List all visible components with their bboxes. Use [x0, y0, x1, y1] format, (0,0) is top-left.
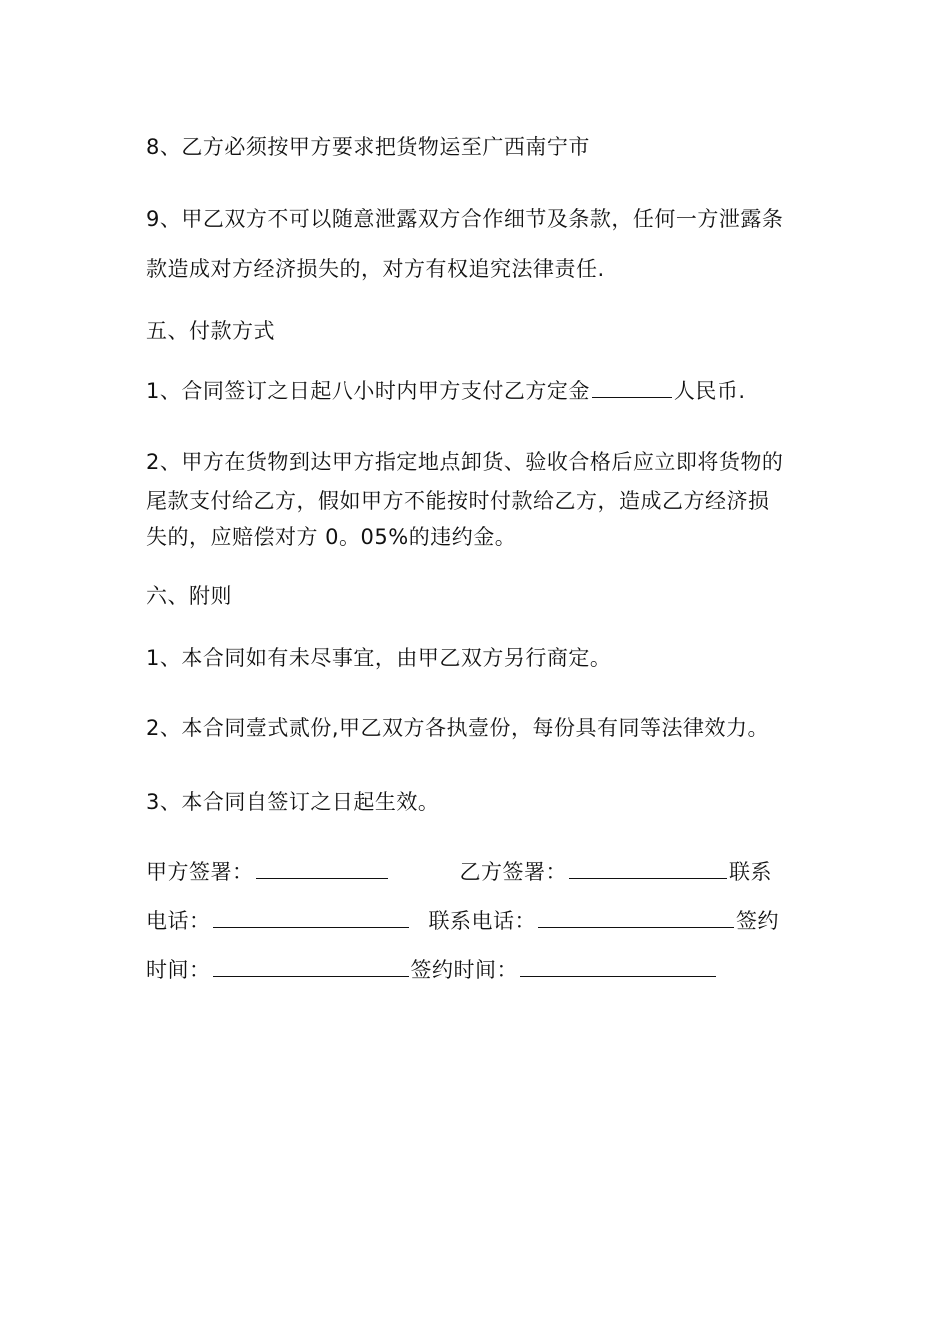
clause-9-line-1: 9、甲乙双方不可以随意泄露双方合作细节及条款，任何一方泄露条 [146, 207, 784, 231]
payment-clause-1 [146, 377, 826, 405]
party-a-phone-label: 电话： [146, 909, 211, 933]
party-a-phone-blank[interactable] [213, 907, 409, 928]
party-b-signature-blank[interactable] [569, 858, 727, 879]
section-payment-title: 五、付款方式 [146, 319, 275, 343]
sign-label-head: 签约 [736, 909, 779, 933]
date-row [146, 956, 826, 984]
appendix-rule-1: 1、本合同如有未尽事宜，由甲乙双方另行商定。 [146, 646, 612, 670]
payment-clause-2-line-2: 尾款支付给乙方，假如甲方不能按时付款给乙方，造成乙方经济损 [146, 489, 770, 513]
party-a-date-blank[interactable] [213, 956, 409, 977]
payment-clause-1-currency: 人民币. [673, 379, 746, 403]
contact-label-head: 联系 [729, 860, 772, 884]
party-b-phone-label: 联系电话： [428, 909, 536, 933]
section-appendix-title: 六、附则 [146, 584, 232, 608]
party-a-signature-label: 甲方签署： [146, 860, 254, 884]
phone-row [146, 907, 826, 935]
payment-clause-2-line-1: 2、甲方在货物到达甲方指定地点卸货、验收合格后应立即将货物的 [146, 450, 784, 474]
party-b-phone-blank[interactable] [538, 907, 734, 928]
payment-clause-1-text: 1、合同签订之日起八小时内甲方支付乙方定金 [146, 379, 590, 403]
party-a-signature-blank[interactable] [256, 858, 388, 879]
clause-8: 8、乙方必须按甲方要求把货物运至广西南宁市 [146, 135, 590, 159]
appendix-rule-3: 3、本合同自签订之日起生效。 [146, 790, 440, 814]
party-b-date-blank[interactable] [520, 956, 716, 977]
signature-row [146, 858, 826, 886]
party-a-date-label: 时间： [146, 958, 211, 982]
party-b-date-label: 签约时间： [410, 958, 518, 982]
deposit-amount-blank[interactable] [592, 377, 672, 398]
clause-9-line-2: 款造成对方经济损失的，对方有权追究法律责任. [146, 257, 605, 281]
appendix-rule-2: 2、本合同壹式贰份,甲乙双方各执壹份，每份具有同等法律效力。 [146, 716, 770, 740]
party-b-signature-label: 乙方签署： [459, 860, 567, 884]
payment-clause-2-line-3: 失的，应赔偿对方 0。05%的违约金。 [146, 525, 517, 549]
